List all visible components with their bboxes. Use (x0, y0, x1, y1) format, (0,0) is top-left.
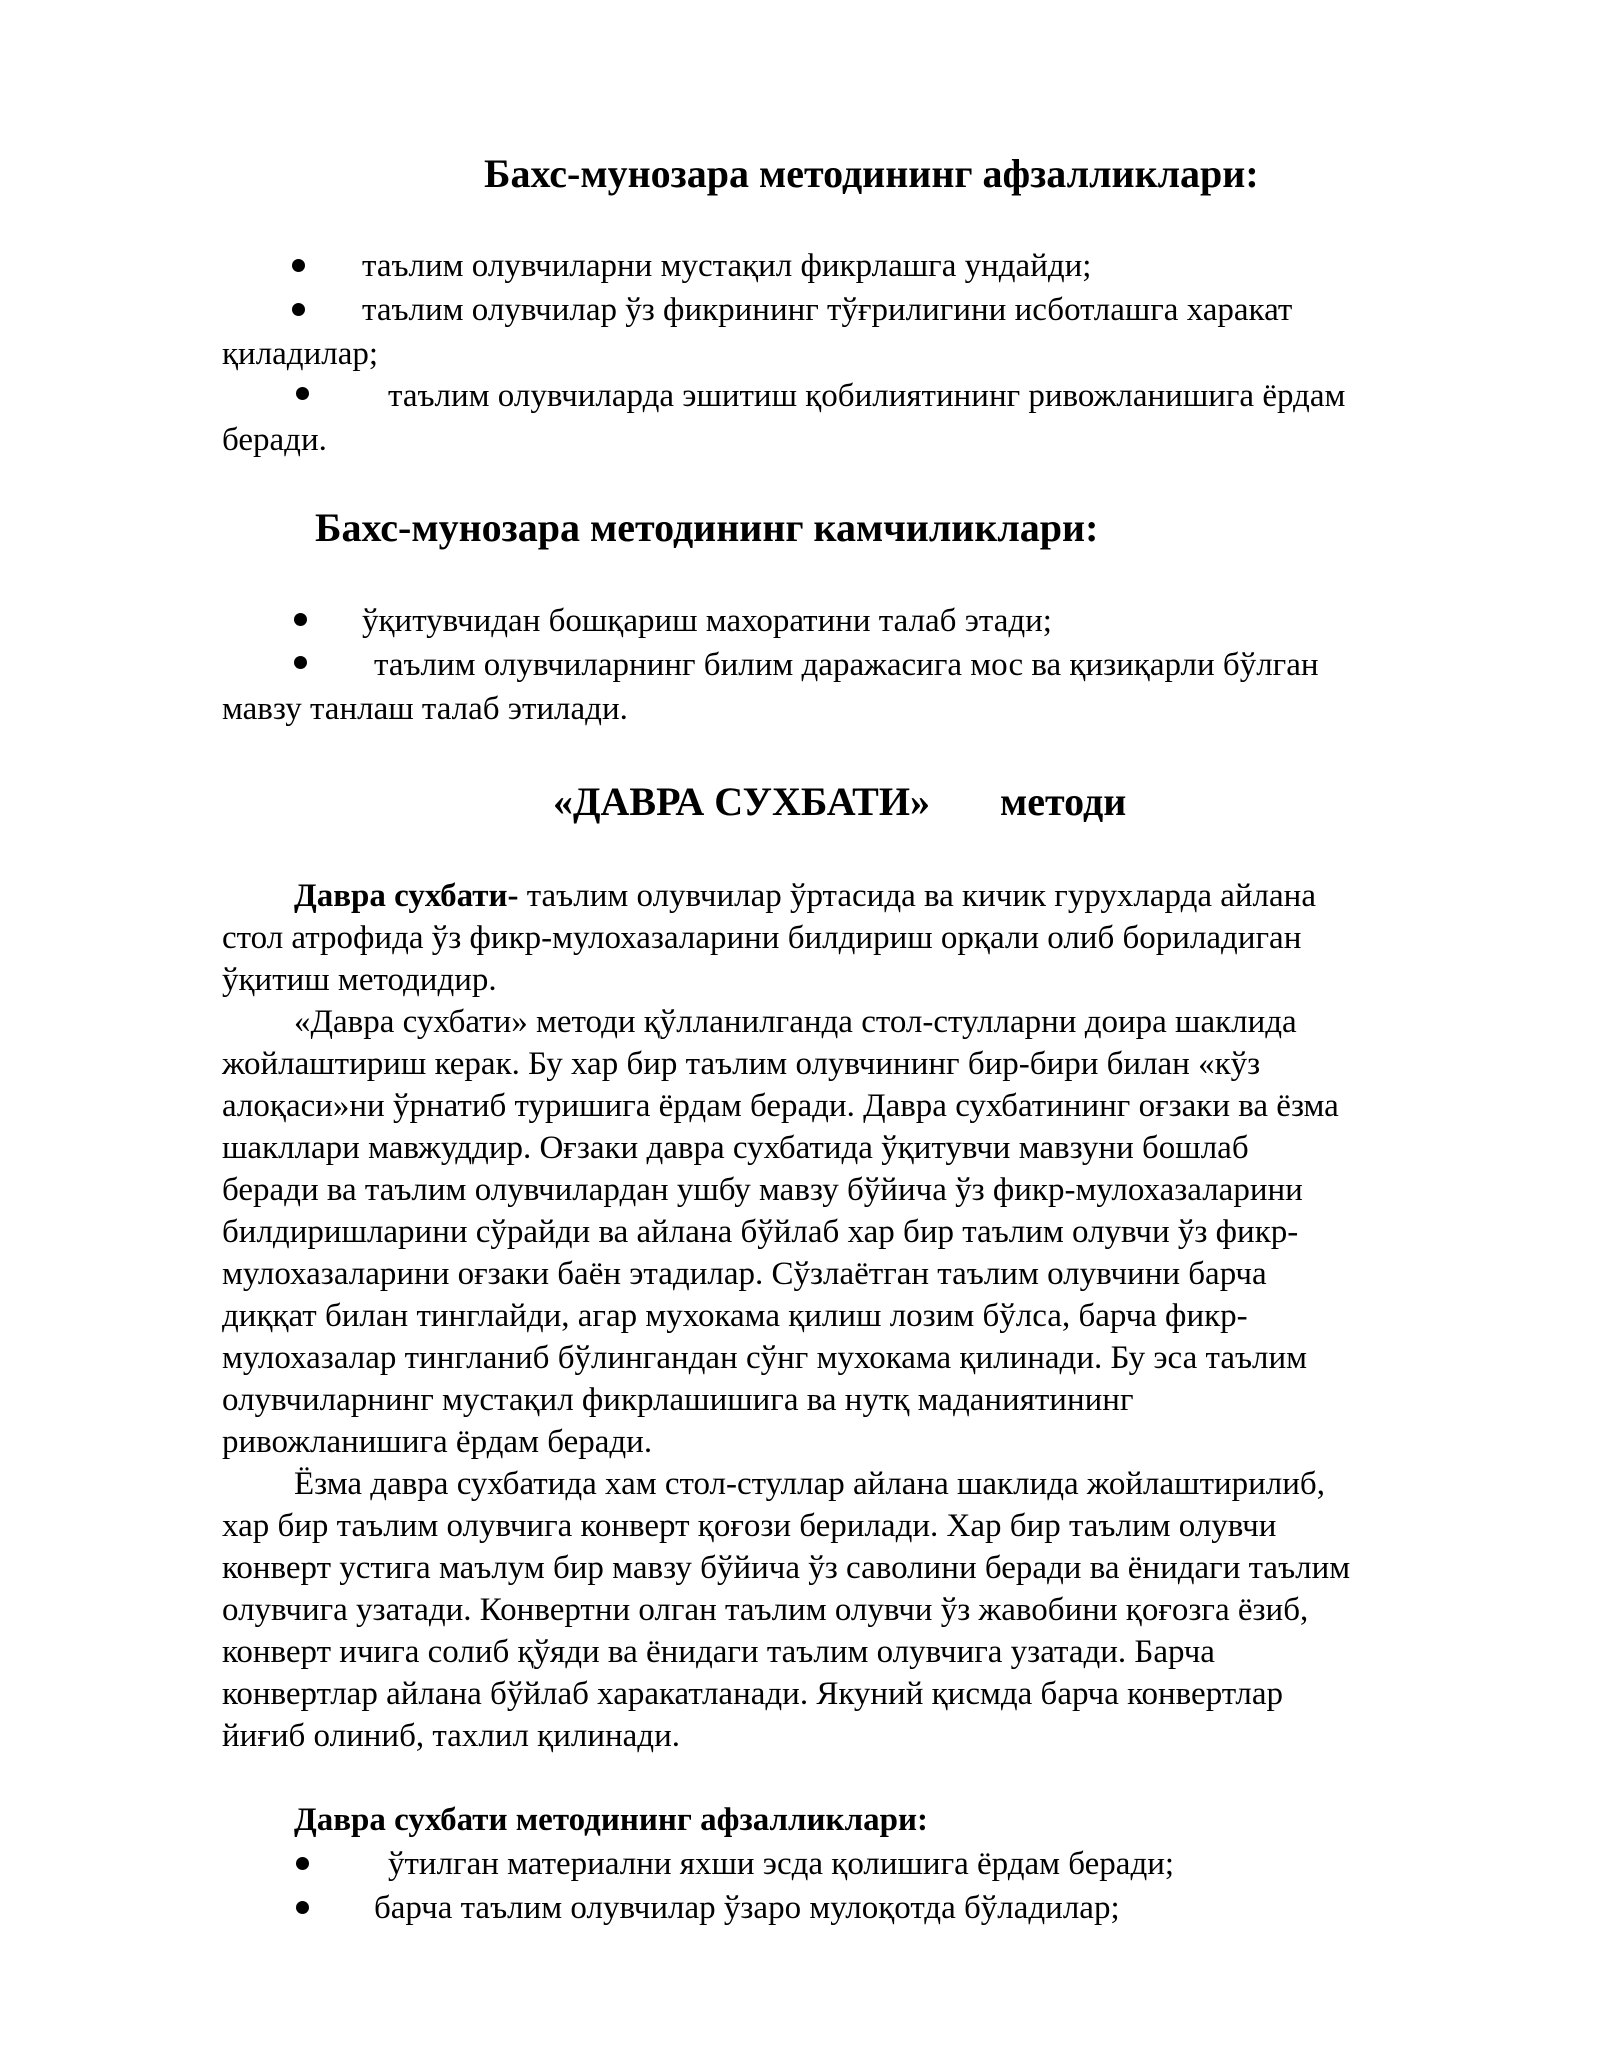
paragraph-line: олувчиларнинг мустақил фикрлашишига ва нутқ маданиятининг (222, 1382, 1134, 1418)
term-bold: Давра сухбати- (294, 878, 519, 914)
paragraph-line: конверт устига маълум бир мавзу бўйича ўз саволини беради ва ёнидаги таълим (222, 1550, 1351, 1586)
list-item: ўқитувчидан бошқариш махоратини талаб этади; (362, 603, 1052, 639)
paragraph-line: мулохазаларини оғзаки баён этадилар. Сўзлаётган таълим олувчини барча (222, 1256, 1267, 1292)
definition-text: таълим олувчилар ўртасида ва кичик гурухларда айлана (518, 878, 1316, 914)
paragraph-line: стол атрофида ўз фикр-мулохазаларини билдириш орқали олиб бориладиган (222, 920, 1302, 956)
paragraph-line: олувчига узатади. Конвертни олган таълим олувчи ўз жавобини қоғозга ёзиб, (222, 1592, 1309, 1628)
list-item-continuation: қиладилар; (222, 336, 379, 372)
section-heading-debate-disadvantages: Бахс-мунозара методининг камчиликлари: (315, 505, 1099, 550)
list-item: ўтилган материални яхши эсда қолишига ёрдам беради; (388, 1846, 1175, 1882)
list-item: таълим олувчиларни мустақил фикрлашга ундайди; (362, 248, 1092, 284)
paragraph-line: Ёзма давра сухбатида хам стол-стуллар айлана шаклида жойлаштирилиб, (294, 1466, 1325, 1502)
list-item-continuation: беради. (222, 422, 327, 458)
section-heading-round-table (553, 780, 1126, 824)
method-word: методи (999, 779, 1127, 824)
bullet-icon (294, 656, 307, 669)
paragraph-line: конверт ичига солиб қўяди ва ёнидаги таълим олувчига узатади. Барча (222, 1634, 1215, 1670)
bullet-icon (294, 613, 307, 626)
paragraph-line: хар бир таълим олувчига конверт қоғози берилади. Хар бир таълим олувчи (222, 1508, 1277, 1544)
paragraph-line: йиғиб олиниб, тахлил қилинади. (222, 1718, 681, 1754)
list-item-continuation: мавзу танлаш талаб этилади. (222, 691, 628, 727)
list-item: барча таълим олувчилар ўзаро мулоқотда бўладилар; (374, 1890, 1120, 1926)
paragraph-line: ривожланишига ёрдам беради. (222, 1424, 653, 1460)
paragraph-line: алоқаси»ни ўрнатиб туришига ёрдам беради. Давра сухбатининг оғзаки ва ёзма (222, 1088, 1339, 1124)
paragraph-line: диққат билан тинглайди, агар мухокама қилиш лозим бўлса, барча фикр- (222, 1298, 1248, 1334)
paragraph-line: «Давра сухбати» методи қўлланилганда стол-стулларни доира шаклида (294, 1004, 1297, 1040)
paragraph-line: беради ва таълим олувчилардан ушбу мавзу бўйича ўз фикр-мулохазаларини (222, 1172, 1303, 1208)
section-heading-round-table-advantages: Давра сухбати методининг афзалликлари: (294, 1802, 928, 1838)
paragraph-definition-first-line (294, 876, 1316, 916)
paragraph-line: билдиришларини сўрайди ва айлана бўйлаб хар бир таълим олувчи ўз фикр- (222, 1214, 1299, 1250)
list-item: таълим олувчиларда эшитиш қобилиятининг ривожланишига ёрдам (388, 378, 1346, 414)
bullet-icon (296, 1857, 309, 1870)
bullet-icon (292, 303, 305, 316)
paragraph-line: конвертлар айлана бўйлаб харакатланади. Якуний қисмда барча конвертлар (222, 1676, 1283, 1712)
list-item: таълим олувчилар ўз фикрининг тўғрилигини исботлашга харакат (362, 292, 1293, 328)
section-heading-debate-advantages: Бахс-мунозара методининг афзалликлари: (484, 151, 1259, 196)
list-item: таълим олувчиларнинг билим даражасига мос ва қизиқарли бўлган (374, 647, 1319, 683)
paragraph-line: мулохазалар тингланиб бўлингандан сўнг мухокама қилинади. Бу эса таълим (222, 1340, 1308, 1376)
bullet-icon (296, 387, 309, 400)
method-name: «ДАВРА СУХБАТИ» (553, 779, 930, 824)
bullet-icon (296, 1901, 309, 1914)
paragraph-line: жойлаштириш керак. Бу хар бир таълим олувчининг бир-бири билан «кўз (222, 1046, 1261, 1082)
bullet-icon (292, 259, 305, 272)
paragraph-line: ўқитиш методидир. (222, 962, 497, 998)
paragraph-line: шакллари мавжуддир. Оғзаки давра сухбатида ўқитувчи мавзуни бошлаб (222, 1130, 1249, 1166)
